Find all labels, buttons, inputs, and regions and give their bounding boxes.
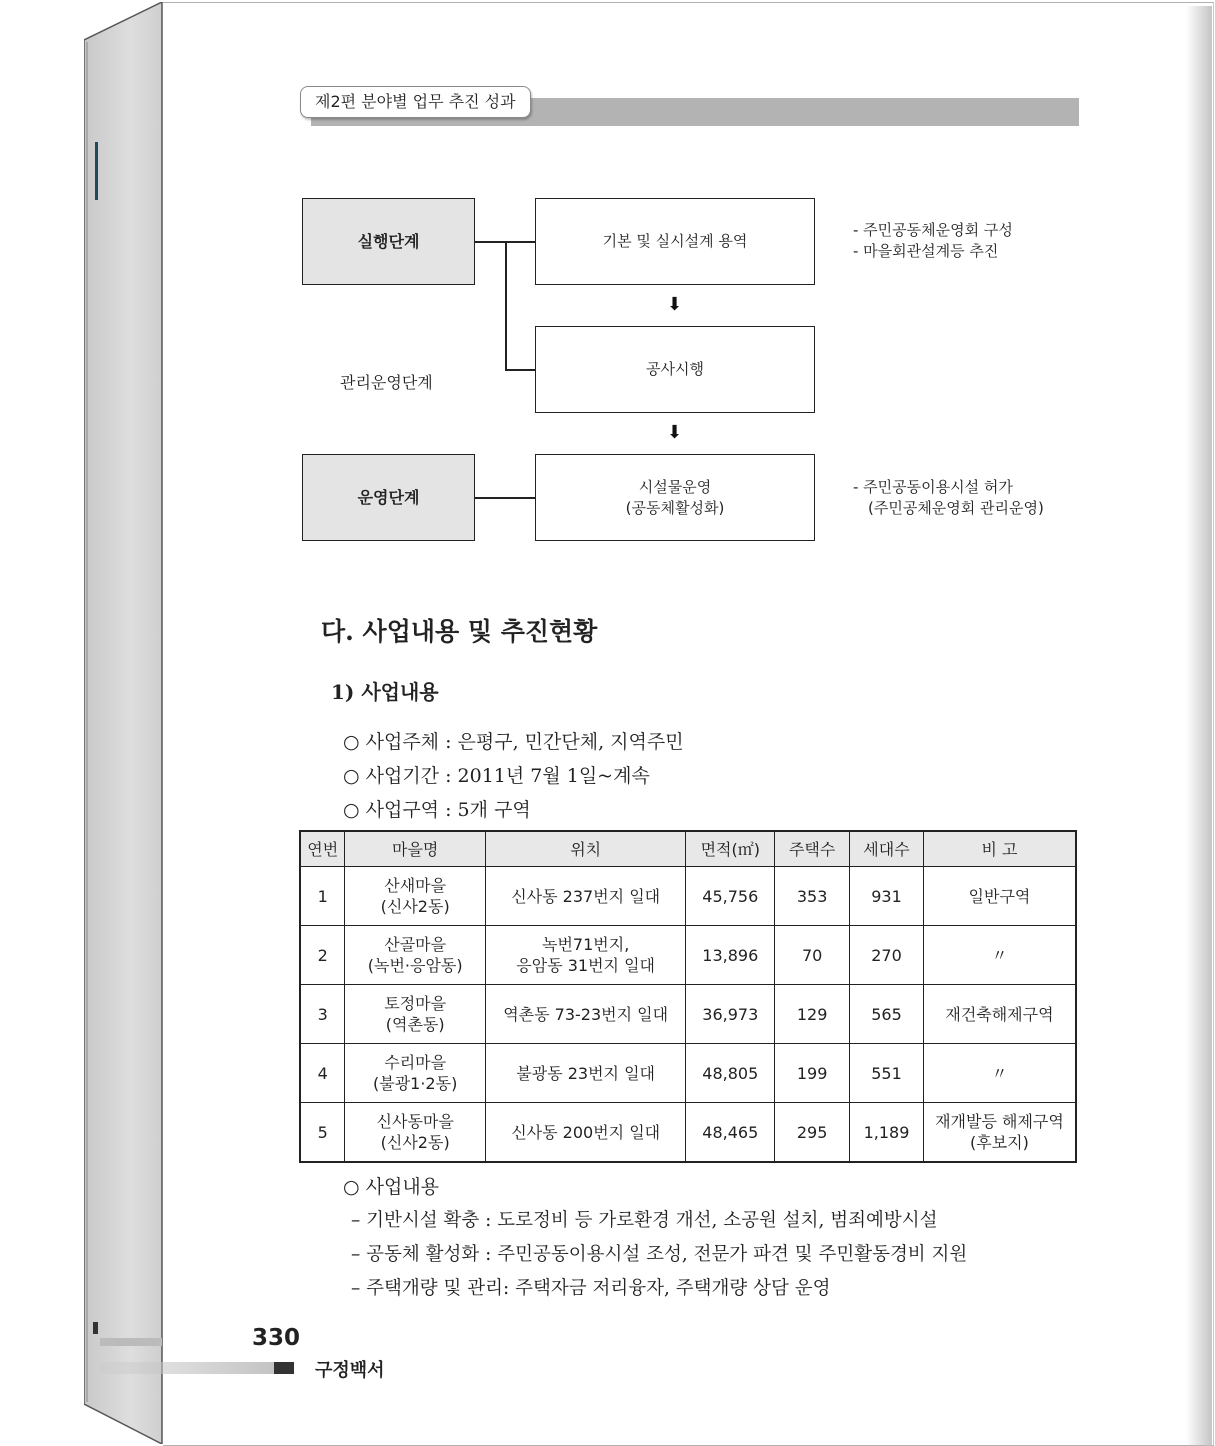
table-row	[300, 985, 1076, 1044]
table-row	[300, 867, 1076, 926]
header-name: 마을명	[345, 831, 486, 867]
cell-area: 48,805	[686, 1044, 775, 1103]
cell-location-line1: 신사동 200번지 일대	[511, 1122, 661, 1142]
cell-households: 1,189	[850, 1103, 924, 1163]
design-label: 기본 및 실시설계 용역	[602, 232, 748, 250]
cell-location-line1: 신사동 237번지 일대	[511, 886, 661, 906]
cell-name-line2: (불광1·2동)	[373, 1074, 458, 1093]
cell-location-line2: 응암동 31번지 일대	[516, 956, 656, 975]
cell-houses: 353	[775, 867, 850, 926]
cell-name	[345, 926, 486, 985]
cell-location-line1: 역촌동 73-23번지 일대	[503, 1004, 669, 1024]
cell-name	[345, 985, 486, 1044]
header-houses: 주택수	[775, 831, 850, 867]
facility-label-line1: 시설물운영	[638, 477, 712, 496]
construct-box	[535, 326, 815, 413]
cell-name-line1: 산새마을	[384, 876, 447, 895]
cell-location-line1: 불광동 23번지 일대	[516, 1063, 656, 1083]
cell-area: 48,465	[686, 1103, 775, 1163]
cell-no: 4	[300, 1044, 345, 1103]
cell-houses: 70	[775, 926, 850, 985]
note-exec-line2: - 마을회관설계등 추진	[853, 242, 999, 260]
bullet-content: ○ 사업내용	[343, 1176, 440, 1198]
page-edge-shadow	[1186, 6, 1212, 1446]
bullet-operator: ○ 사업주체 : 은평구, 민간단체, 지역주민	[343, 731, 684, 753]
footer-book-title: 구정백서	[315, 1360, 385, 1381]
cell-households: 551	[850, 1044, 924, 1103]
connector-operate-facility	[474, 497, 536, 499]
cell-houses: 129	[775, 985, 850, 1044]
cell-note-line1: 재개발등 해제구역	[935, 1112, 1064, 1131]
cell-name-line2: (역촌동)	[385, 1015, 445, 1034]
header-no: 연번	[300, 831, 345, 867]
cell-note-line2: (후보지)	[970, 1133, 1029, 1152]
cell-area: 45,756	[686, 867, 775, 926]
stage-operate-label: 운영단계	[357, 488, 420, 507]
cell-houses: 199	[775, 1044, 850, 1103]
cell-note-line1: 재건축해제구역	[945, 1004, 1054, 1024]
cell-location	[485, 1044, 685, 1103]
table-row	[300, 1103, 1076, 1163]
connector-vertical	[505, 241, 507, 370]
cell-households: 931	[850, 867, 924, 926]
bullet-zones: ○ 사업구역 : 5개 구역	[343, 799, 531, 821]
footer-bar	[100, 1362, 274, 1374]
cell-note	[923, 867, 1076, 926]
cell-location	[485, 926, 685, 985]
stage-exec-label: 실행단계	[357, 232, 420, 251]
cell-area: 13,896	[686, 926, 775, 985]
cell-note-line1: 〃	[991, 1063, 1008, 1083]
header-households: 세대수	[850, 831, 924, 867]
note-exec-line1: - 주민공동체운영회 구성	[853, 221, 1013, 239]
cell-name	[345, 1044, 486, 1103]
cell-note	[923, 926, 1076, 985]
footer-bar-accent	[274, 1362, 294, 1374]
subsection-title: 1) 사업내용	[331, 680, 439, 704]
cell-houses: 295	[775, 1103, 850, 1163]
header-location: 위치	[485, 831, 685, 867]
running-header-title: 제2편 분야별 업무 추진 성과	[300, 86, 531, 118]
cell-name-line1: 신사동마을	[376, 1112, 454, 1131]
bullet-period: ○ 사업기간 : 2011년 7월 1일~계속	[343, 765, 650, 787]
cell-name-line1: 수리마을	[384, 1053, 447, 1072]
cell-households: 565	[850, 985, 924, 1044]
facility-label-line2: (공동체활성화)	[625, 498, 725, 517]
cell-location	[485, 1103, 685, 1163]
cell-no: 5	[300, 1103, 345, 1163]
stage-exec-box	[302, 198, 475, 285]
cell-name-line2: (신사2동)	[380, 1133, 450, 1152]
cell-no: 1	[300, 867, 345, 926]
table-row	[300, 1044, 1076, 1103]
page-number: 330	[252, 1325, 301, 1351]
cell-name-line1: 산골마을	[384, 935, 447, 954]
content-item-community: – 공동체 활성화 : 주민공동이용시설 조성, 전문가 파견 및 주민활동경비 지원	[351, 1244, 968, 1265]
cell-note	[923, 985, 1076, 1044]
down-arrow-icon: ⬇	[667, 422, 683, 443]
cell-name	[345, 1103, 486, 1163]
design-box	[535, 198, 815, 285]
header-note: 비 고	[923, 831, 1076, 867]
cell-name-line1: 토정마을	[384, 994, 447, 1013]
cell-name-line2: (녹번·응암동)	[367, 956, 463, 975]
connector-construct	[505, 369, 536, 371]
cell-no: 3	[300, 985, 345, 1044]
stage-operate-box	[302, 454, 475, 541]
cell-note-line1: 일반구역	[968, 886, 1031, 906]
table-row	[300, 926, 1076, 985]
note-operate-line2: (주민공체운영회 관리운영)	[868, 499, 1044, 517]
cell-households: 270	[850, 926, 924, 985]
content-item-infrastructure: – 기반시설 확충 : 도로정비 등 가로환경 개선, 소공원 설치, 범죄예방시설	[351, 1210, 938, 1231]
village-table	[299, 830, 1077, 1163]
table-header-row	[300, 831, 1076, 867]
facility-box	[535, 454, 815, 541]
header-area: 면적(㎡)	[686, 831, 775, 867]
content-item-housing: – 주택개량 및 관리: 주택자금 저리융자, 주택개량 상담 운영	[351, 1278, 831, 1299]
stage-manage-label: 관리운영단계	[340, 373, 433, 392]
cell-name	[345, 867, 486, 926]
cell-no: 2	[300, 926, 345, 985]
cell-area: 36,973	[686, 985, 775, 1044]
book-spine-decoration	[84, 2, 164, 1444]
section-title: 다. 사업내용 및 추진현황	[321, 617, 598, 646]
cell-location-line1: 녹번71번지,	[542, 935, 630, 954]
down-arrow-icon: ⬇	[667, 294, 683, 315]
cell-name-line2: (신사2동)	[380, 897, 450, 916]
note-operate	[853, 477, 1044, 519]
cell-location	[485, 867, 685, 926]
cell-note	[923, 1103, 1076, 1163]
cell-location	[485, 985, 685, 1044]
cell-note-line1: 〃	[991, 945, 1008, 965]
cell-note	[923, 1044, 1076, 1103]
construct-label: 공사시행	[646, 360, 704, 378]
note-exec	[853, 220, 1013, 262]
note-operate-line1: - 주민공동이용시설 허가	[853, 478, 1013, 496]
